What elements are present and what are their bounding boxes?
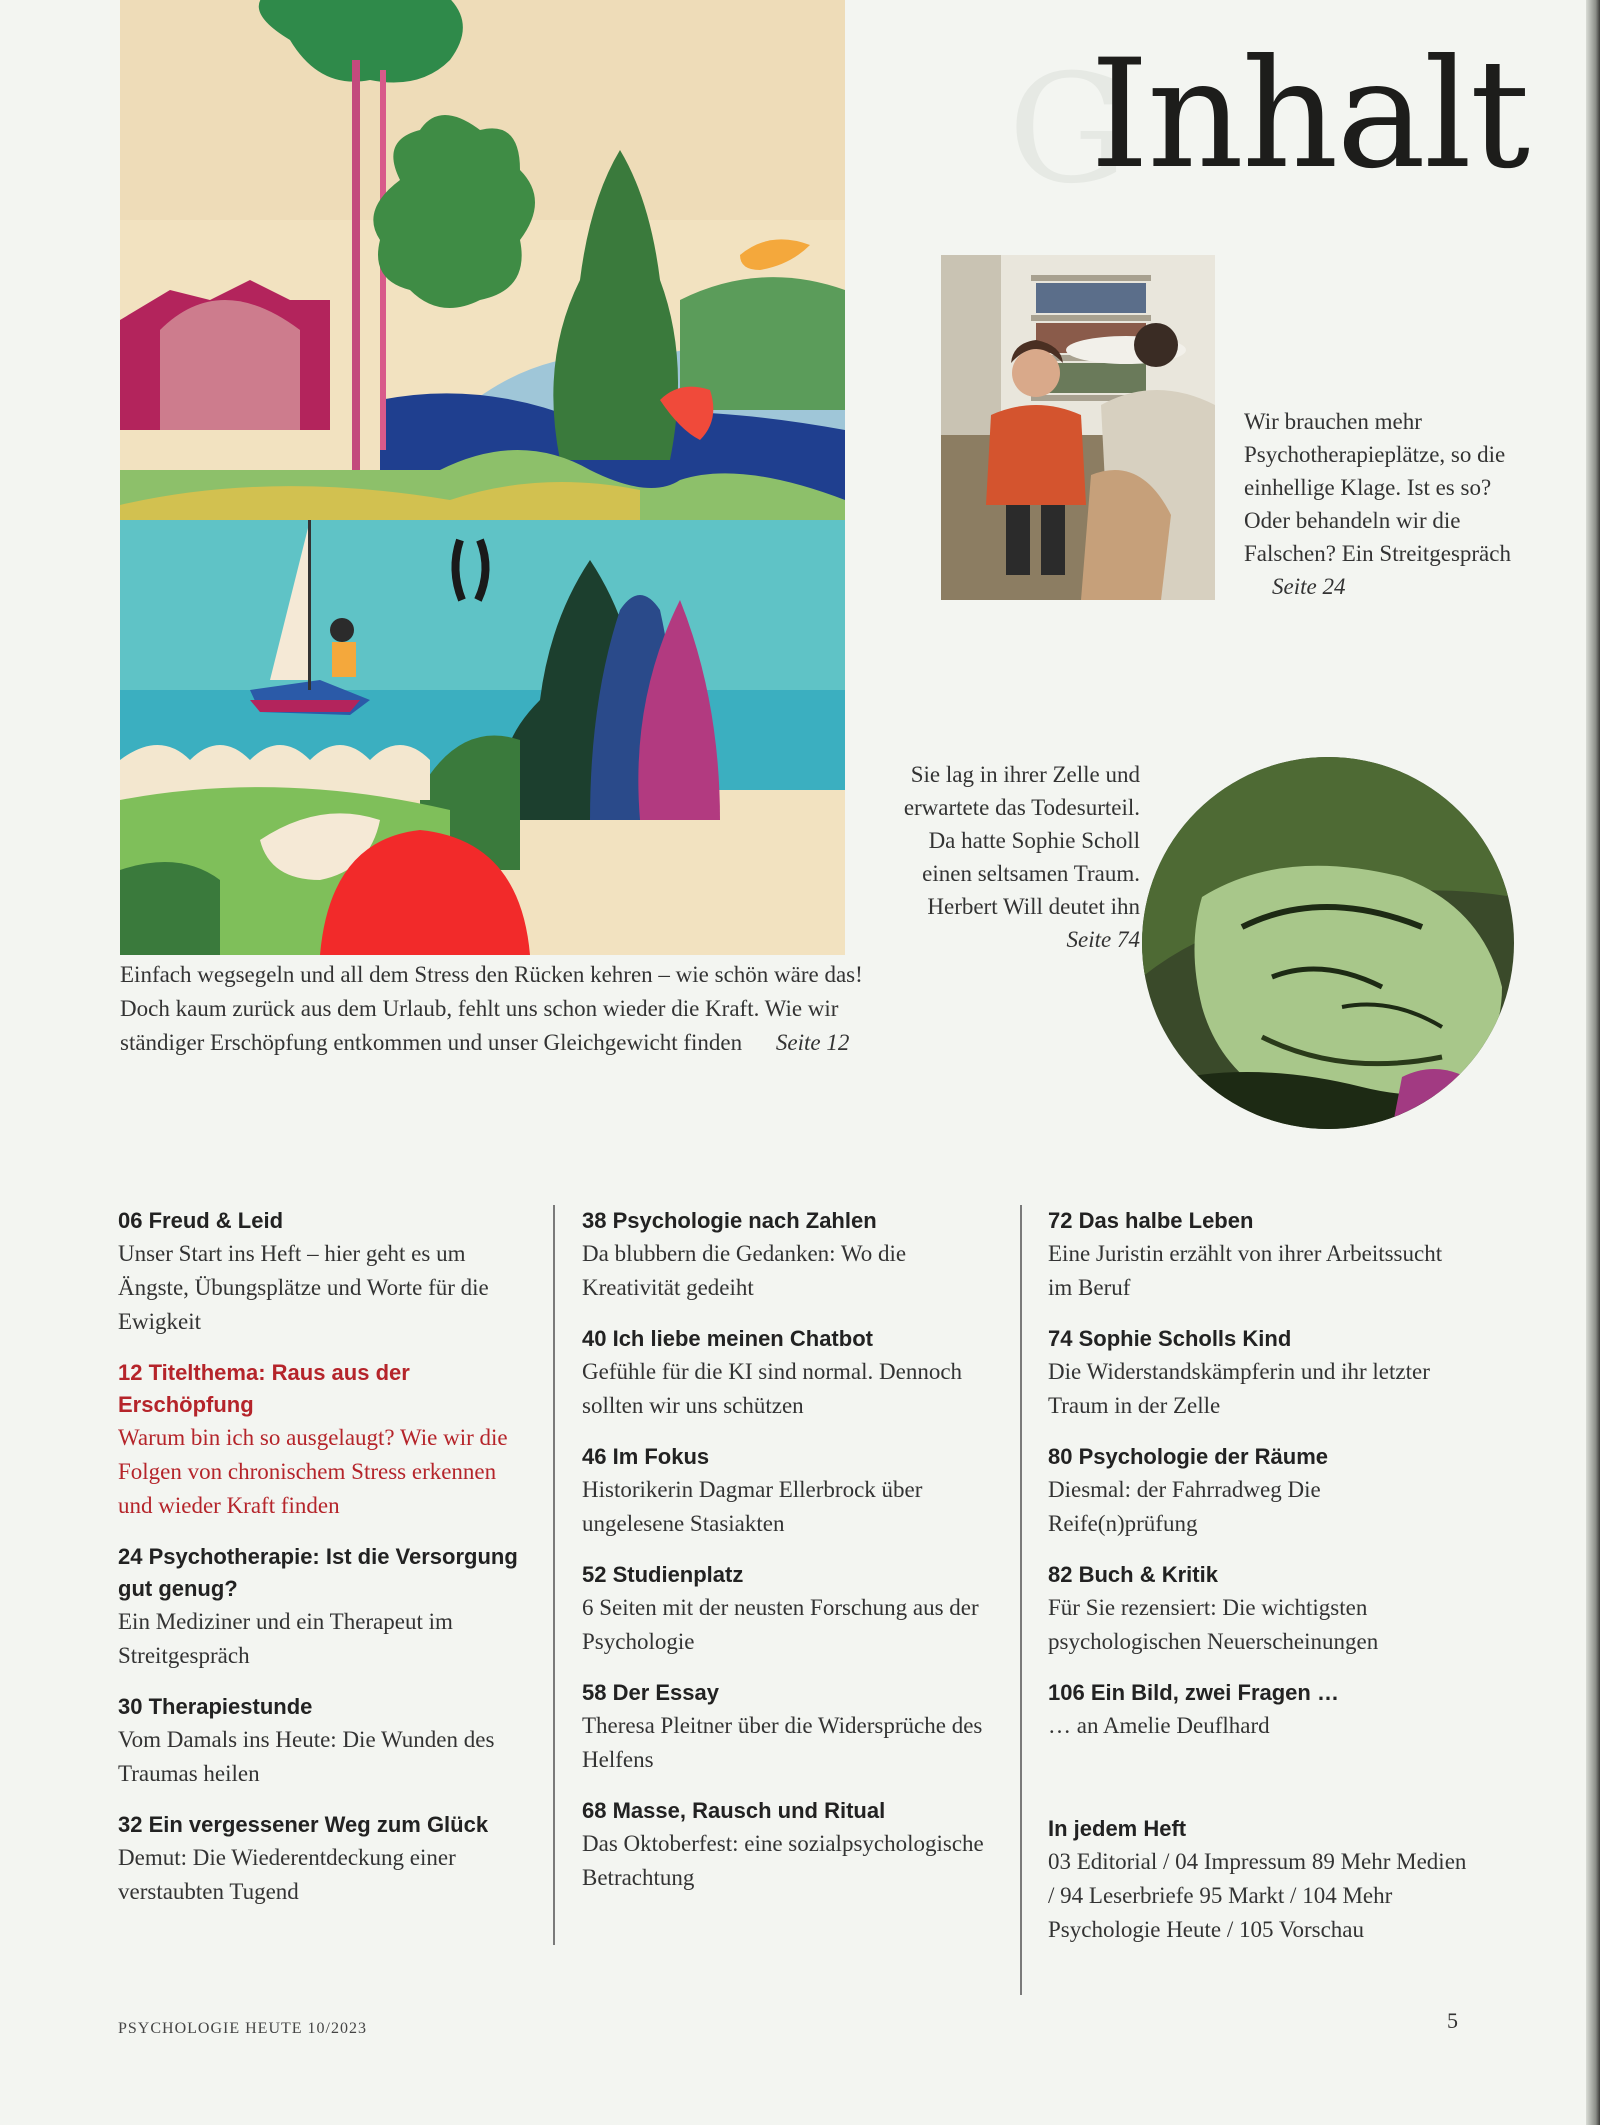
toc-entry-heading: 46 Im Fokus — [582, 1444, 710, 1469]
toc-entry[interactable] — [1048, 1323, 1468, 1423]
toc-entry-heading: 106 Ein Bild, zwei Fragen … — [1048, 1680, 1339, 1705]
toc-entry-text: Gefühle für die KI sind normal. Dennoch sollten wir uns schützen — [582, 1359, 963, 1418]
circle-caption-text: Sie lag in ihrer Zelle und erwartete das Todesurteil. Da hatte Sophie Scholl einen seltsamen Traum. Herbert Will deutet ihn — [903, 762, 1140, 919]
toc-entry-text: Für Sie rezensiert: Die wichtigsten psychologischen Neuerscheinungen — [1048, 1595, 1379, 1654]
title-ghost: G — [1008, 43, 1128, 217]
toc-entry-text: … an Amelie Deuflhard — [1048, 1713, 1270, 1738]
circle-caption — [900, 758, 1140, 956]
toc-entry-text: Historikerin Dagmar Ellerbrock über ungelesene Stasiakten — [582, 1477, 923, 1536]
hero-caption — [120, 958, 880, 1060]
circle-page-ref[interactable]: Seite 74 — [1066, 927, 1140, 952]
toc-regular-sections — [1048, 1813, 1468, 1947]
toc-entry-heading: 74 Sophie Scholls Kind — [1048, 1326, 1292, 1351]
toc-entry-text: Vom Damals ins Heute: Die Wunden des Traumas heilen — [118, 1727, 495, 1786]
toc-entry[interactable] — [118, 1809, 518, 1909]
toc-column-1 — [118, 1205, 518, 1927]
toc-regular-heading: In jedem Heft — [1048, 1816, 1187, 1841]
toc-entry[interactable] — [1048, 1441, 1468, 1541]
photo-caption-text: Wir brauchen mehr Psychotherapieplätze, so die einhellige Klage. Ist es so? Oder behandeln wir die Falschen? Ein Streitgespräch — [1244, 409, 1511, 566]
toc-entry[interactable] — [582, 1795, 1002, 1895]
toc-entry[interactable] — [582, 1559, 1002, 1659]
toc-entry-heading: 80 Psychologie der Räume — [1048, 1444, 1328, 1469]
toc-entry-heading: 58 Der Essay — [582, 1680, 719, 1705]
toc-entry-heading: 82 Buch & Kritik — [1048, 1562, 1218, 1587]
toc-entry[interactable] — [1048, 1559, 1468, 1659]
magazine-footer: PSYCHOLOGIE HEUTE 10/2023 — [118, 2020, 367, 2037]
toc-entry-heading: 06 Freud & Leid — [118, 1208, 284, 1233]
toc-entry-text: Ein Mediziner und ein Therapeut im Streitgespräch — [118, 1609, 453, 1668]
toc-entry-text: Eine Juristin erzählt von ihrer Arbeitssucht im Beruf — [1048, 1241, 1443, 1300]
photo-caption — [1244, 405, 1524, 603]
hero-illustration — [120, 0, 845, 955]
hero-caption-text: Einfach wegsegeln und all dem Stress den Rücken kehren – wie schön wäre das! Doch kaum zurück aus dem Urlaub, fehlt uns schon wieder die Kraft. Wie wir ständiger Erschöpfung entkommen und unser Gleichgewicht finden — [120, 962, 863, 1055]
toc-entry[interactable] — [1048, 1677, 1468, 1743]
toc-entry-heading: 52 Studienplatz — [582, 1562, 744, 1587]
toc-entry-heading: 40 Ich liebe meinen Chatbot — [582, 1326, 873, 1351]
column-divider — [553, 1205, 555, 1945]
toc-entry[interactable] — [582, 1677, 1002, 1777]
toc-entry-text: Das Oktoberfest: eine sozialpsychologische Betrachtung — [582, 1831, 984, 1890]
toc-entry-heading: 12 Titelthema: Raus aus der Erschöpfung — [118, 1360, 410, 1417]
toc-column-2 — [582, 1205, 1002, 1913]
toc-entry-text: Unser Start ins Heft – hier geht es um Ängste, Übungsplätze und Worte für die Ewigkeit — [118, 1241, 489, 1334]
toc-entry[interactable] — [118, 1541, 518, 1673]
toc-regular-text: 03 Editorial / 04 Impressum 89 Mehr Medien / 94 Leserbriefe 95 Markt / 104 Mehr Psychologie Heute / 105 Vorschau — [1048, 1849, 1467, 1942]
toc-entry-text: Theresa Pleitner über die Widersprüche des Helfens — [582, 1713, 983, 1772]
toc-entry-heading: 30 Therapiestunde — [118, 1694, 313, 1719]
toc-entry-text: 6 Seiten mit der neusten Forschung aus der Psychologie — [582, 1595, 979, 1654]
toc-column-3 — [1048, 1205, 1468, 1965]
toc-entry-text: Demut: Die Wiederentdeckung einer verstaubten Tugend — [118, 1845, 456, 1904]
page-title: Inhalt — [1090, 28, 1529, 202]
toc-entry-heading: 68 Masse, Rausch und Ritual — [582, 1798, 886, 1823]
toc-entry-heading: 38 Psychologie nach Zahlen — [582, 1208, 877, 1233]
toc-entry[interactable] — [582, 1205, 1002, 1305]
sophie-scholl-illustration — [1142, 757, 1514, 1129]
toc-entry-cover-story[interactable] — [118, 1357, 518, 1523]
hero-page-ref[interactable]: Seite 12 — [775, 1030, 850, 1055]
toc-entry[interactable] — [582, 1323, 1002, 1423]
toc-entry-heading: 32 Ein vergessener Weg zum Glück — [118, 1812, 489, 1837]
toc-entry-text: Diesmal: der Fahrradweg Die Reife(n)prüfung — [1048, 1477, 1321, 1536]
toc-entry-heading: 72 Das halbe Leben — [1048, 1208, 1254, 1233]
toc-entry[interactable] — [1048, 1205, 1468, 1305]
toc-entry[interactable] — [582, 1441, 1002, 1541]
toc-entry-heading: 24 Psychotherapie: Ist die Versorgung gut genug? — [118, 1544, 518, 1601]
toc-entry[interactable] — [118, 1205, 518, 1339]
toc-entry-text: Da blubbern die Gedanken: Wo die Kreativität gedeiht — [582, 1241, 907, 1300]
photo-page-ref[interactable]: Seite 24 — [1272, 574, 1346, 599]
page-number: 5 — [1447, 2008, 1458, 2033]
toc-entry[interactable] — [118, 1691, 518, 1791]
column-divider — [1020, 1205, 1022, 1995]
toc-entry-text: Warum bin ich so ausgelaugt? Wie wir die Folgen von chronischem Stress erkennen und wieder Kraft finden — [118, 1425, 508, 1518]
toc-entry-text: Die Widerstandskämpferin und ihr letzter Traum in der Zelle — [1048, 1359, 1430, 1418]
page-edge — [1586, 0, 1600, 2125]
streitgespraech-photo — [941, 255, 1215, 600]
